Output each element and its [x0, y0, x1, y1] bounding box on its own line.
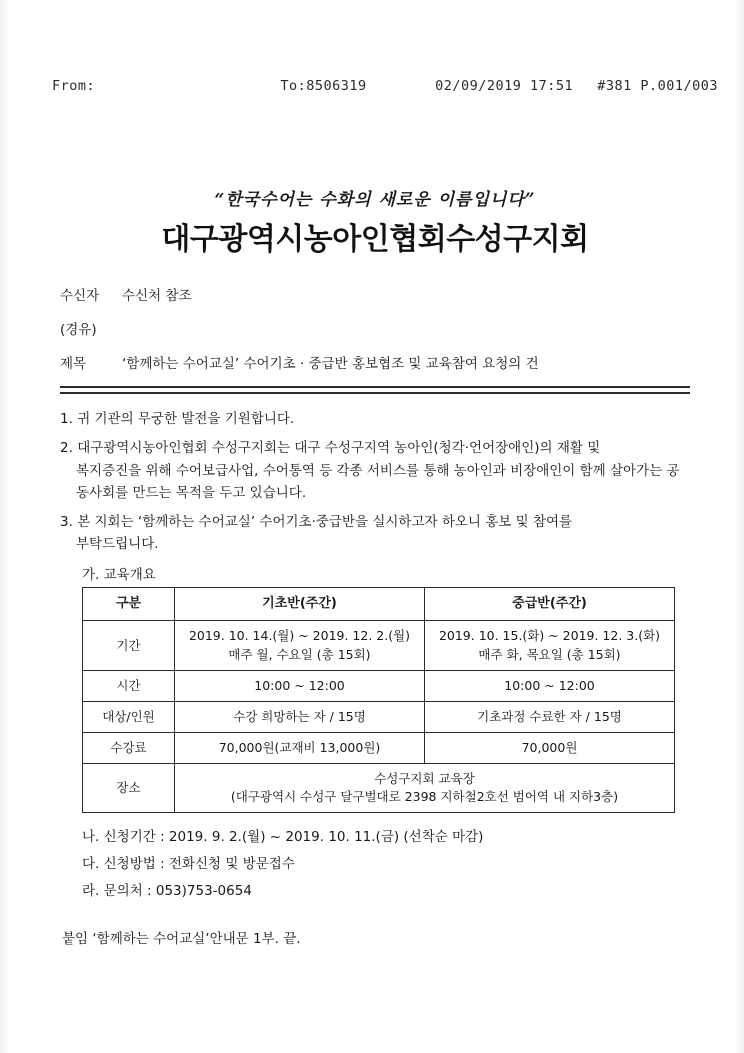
row-label-fee: 수강료: [83, 732, 175, 763]
row-label-period: 기간: [83, 621, 175, 670]
section-a-label: 가. 교육개요: [82, 566, 156, 583]
application-method: 다. 신청방법 : 전화신청 및 방문접수: [82, 856, 295, 873]
table-header-category: 구분: [83, 587, 175, 621]
table-row: [83, 621, 675, 670]
table-header-basic: 기초반(주간): [175, 587, 425, 621]
table-header-intermediate: 중급반(주간): [425, 587, 675, 621]
paragraph-3: [60, 511, 690, 556]
course-overview-table: [82, 587, 675, 814]
paragraph-2: [60, 437, 690, 504]
cell-place-line2: (대구광역시 수성구 달구벌대로 2398 지하철2호선 범어역 내 지하3층): [230, 789, 619, 805]
cell-period-basic: [175, 621, 425, 670]
slogan-text: “한국수어는 수화의 새로운 이름입니다”: [214, 190, 536, 210]
fax-from-label: From:: [52, 78, 96, 94]
scan-edge-right: [734, 0, 744, 1053]
subject-value: ‘함께하는 수어교실’ 수어기초 · 중급반 홍보협조 및 교육참여 요청의 건: [122, 356, 539, 372]
cell-time-intermediate: 10:00 ~ 12:00: [425, 670, 675, 701]
organization-title: 대구광역시농아인협회수성구지회: [161, 222, 589, 257]
via-label: (경유): [60, 322, 97, 338]
cell-period-intermediate-line2: 매주 화, 목요일 (총 15회): [478, 646, 621, 662]
cell-fee-intermediate: 70,000원: [425, 732, 675, 763]
scan-edge-left: [0, 0, 10, 1053]
fax-page-info: #381 P.001/003: [597, 78, 718, 94]
cell-place-value: [175, 764, 675, 813]
subject-label: 제목: [60, 356, 87, 372]
paragraph-1: [60, 408, 690, 430]
cell-place-line1: 수성구지회 교육장: [374, 771, 475, 787]
recipient-value: 수신처 참조: [122, 288, 192, 304]
document-body: [60, 185, 690, 947]
recipient-label: 수신자: [60, 288, 100, 304]
subject-divider: [60, 386, 690, 394]
table-row: [83, 670, 675, 701]
paragraph-3-continuation: 부탁드립니다.: [76, 536, 159, 553]
attachment-note: 붙임 ‘함께하는 수어교실’안내문 1부. 끝.: [62, 931, 301, 948]
cell-time-basic: 10:00 ~ 12:00: [175, 670, 425, 701]
cell-fee-basic: 70,000원(교재비 13,000원): [175, 732, 425, 763]
cell-period-basic-line2: 매주 월, 수요일 (총 15회): [228, 646, 371, 662]
paragraph-1-text: 귀 기관의 무궁한 발전을 기원합니다.: [77, 411, 295, 427]
recipient-line: [60, 284, 690, 304]
paragraph-2-number: 2.: [60, 440, 73, 457]
paragraph-3-text: 본 지회는 ‘함께하는 수어교실’ 수어기초·중급반을 실시하고자 하오니 홍보 및 참여를: [77, 514, 573, 531]
cell-target-basic: 수강 희망하는 자 / 15명: [175, 701, 425, 732]
application-details: [60, 825, 690, 899]
cell-period-basic-line1: 2019. 10. 14.(월) ~ 2019. 12. 2.(월): [188, 628, 411, 644]
row-label-target: 대상/인원: [83, 701, 175, 732]
paragraph-1-number: 1.: [60, 411, 73, 427]
fax-header: [52, 78, 718, 94]
fax-to-number: To:8506319: [280, 78, 367, 94]
row-label-place: 장소: [83, 764, 175, 813]
via-line: [60, 318, 690, 338]
cell-target-intermediate: 기초과정 수료한 자 / 15명: [425, 701, 675, 732]
cell-period-intermediate-line1: 2019. 10. 15.(화) ~ 2019. 12. 3.(화): [438, 628, 661, 644]
table-row: [83, 701, 675, 732]
table-row-place: [83, 764, 675, 813]
table-row: [83, 732, 675, 763]
paragraph-3-number: 3.: [60, 514, 73, 531]
cell-period-intermediate: [425, 621, 675, 670]
paragraph-2-text: 대구광역시농아인협회 수성구지회는 대구 수성구지역 농아인(청각·언어장애인)의 재활 및: [77, 440, 601, 457]
paragraph-2-continuation: 복지증진을 위해 수어보급사업, 수어통역 등 각종 서비스를 통해 농아인과 비장애인이 함께 살아가는 공동사회를 만드는 목적을 두고 있습니다.: [76, 462, 680, 501]
table-header-row: [83, 587, 675, 621]
fax-datetime: 02/09/2019 17:51: [435, 78, 574, 94]
contact-number: 라. 문의처 : 053)753-0654: [82, 883, 252, 900]
row-label-time: 시간: [83, 670, 175, 701]
subject-line: [60, 352, 690, 372]
application-period: 나. 신청기간 : 2019. 9. 2.(월) ~ 2019. 10. 11.(금) (선착순 마감): [82, 829, 484, 846]
